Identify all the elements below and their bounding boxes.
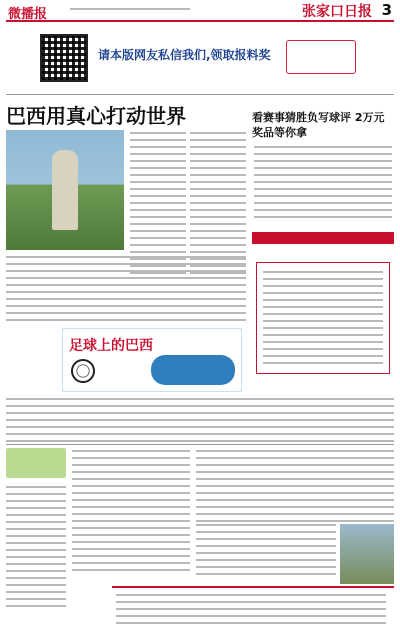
article-body-column [196, 450, 394, 522]
column-logo-icon [6, 448, 66, 478]
qr-code-icon [40, 34, 88, 82]
ad-title: 足球上的巴西 [69, 338, 153, 354]
article-body-column [196, 524, 336, 575]
ad-headline: 请本版网友私信我们,领取报料奖 [98, 48, 271, 62]
article-body-column [72, 450, 190, 571]
article-body-column [6, 256, 246, 321]
article-body-column [6, 398, 394, 442]
section-name: 微播报 [8, 7, 48, 22]
side-headline: 看赛事猜胜负写球评 2万元奖品等你拿 [252, 111, 385, 139]
main-headline: 巴西用真心打动世界 [6, 104, 186, 128]
article-body-column [6, 486, 66, 607]
issue-line [70, 8, 190, 11]
middle-advertisement [62, 328, 242, 392]
bottom-photo [340, 524, 394, 584]
article-body-column [254, 146, 392, 218]
article-body-column [130, 132, 186, 274]
lead-photo [6, 130, 124, 250]
brand-logo: 张家口日报 [302, 4, 372, 20]
ad-artwork [151, 355, 235, 385]
info-box-text [263, 271, 383, 364]
divider [6, 444, 394, 445]
footer-text [116, 594, 386, 624]
statue-image [52, 150, 78, 230]
ad-logo-icon [286, 40, 356, 74]
section-banner [252, 232, 394, 244]
footer-box [112, 586, 394, 630]
football-icon [71, 359, 95, 383]
masthead [6, 0, 394, 22]
top-advertisement [40, 30, 360, 90]
article-body-column [190, 132, 246, 274]
page-number: 3 [381, 1, 392, 19]
info-box [256, 262, 390, 374]
divider [6, 94, 394, 95]
